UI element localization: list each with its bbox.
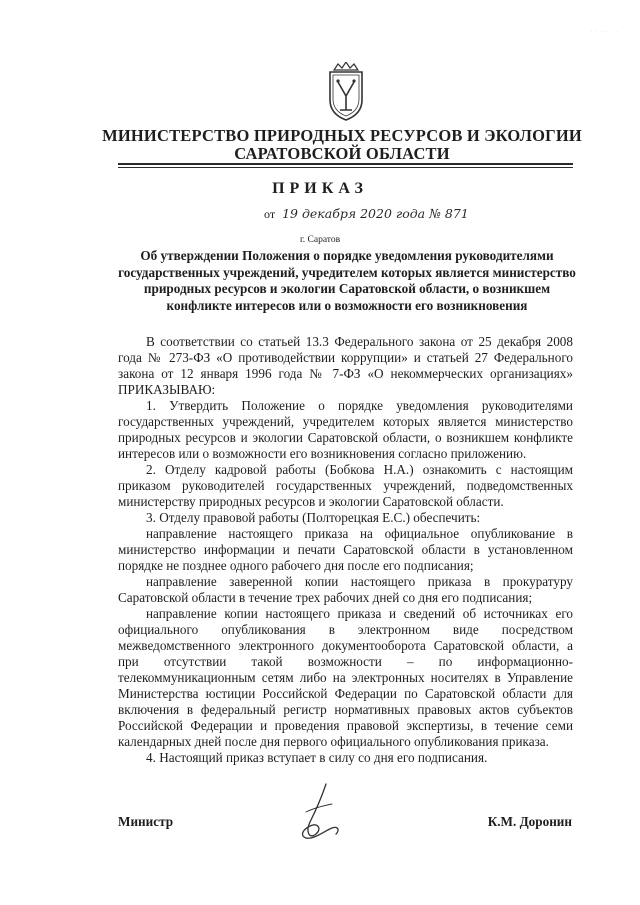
header-rule-thick: [118, 163, 573, 165]
body-paragraph: направление настоящего приказа на официальное опубликование в министерство информации и печати Саратовской области в установленном порядке не позднее одного рабочего дня после его подписания;: [118, 526, 573, 573]
header-rule-thin: [118, 167, 573, 168]
handwritten-signature-icon: [292, 782, 356, 848]
signatory-title: Министр: [118, 814, 174, 829]
handwritten-date: 19 декабря 2020 года № 871: [282, 206, 469, 221]
order-date-line: [264, 206, 469, 222]
order-title: ПРИКАЗ: [272, 180, 368, 197]
order-body: [118, 334, 573, 766]
order-subject: Об утверждении Положения о порядке уведомления руководителями государственных учреждений, учредителем которых является министерство природных ресурсов и экологии Саратовской области, о возникшем конфликте интересов или о возможности его возникновения: [118, 248, 576, 313]
body-paragraph: 3. Отделу правовой работы (Полторецкая Е.С.) обеспечить:: [146, 510, 481, 525]
body-paragraph: направление копии настоящего приказа и сведений об источниках его официального опубликования в электронном виде посредством межведомственного электронного документооборота Саратовской области, а при отсутствии такой возможности – по информационно-телекоммуникационным сетям либо на электронных носителях в Управление Министерства юстиции Российской Федерации по Саратовской области для включения в федеральный регистр нормативных правовых актов субъектов Российской Федерации и проведения правовой экспертизы, в течение семи календарных дней после дня первого официального опубликования приказа.: [118, 606, 573, 749]
coat-of-arms-icon: [326, 62, 366, 122]
scan-mark: · · · · · ·: [590, 30, 618, 35]
body-paragraph: 1. Утвердить Положение о порядке уведомления руководителями государственных учреждений, учредителем которых является министерство природных ресурсов и экологии Саратовской области, о возникшем конфликте интересов или о возможности его возникновения согласно приложению.: [118, 398, 573, 461]
date-prefix: от: [264, 207, 276, 221]
body-paragraph: 4. Настоящий приказ вступает в силу со дня его подписания.: [146, 750, 488, 765]
ministry-name-line2: САРАТОВСКОЙ ОБЛАСТИ: [234, 144, 450, 163]
body-paragraph: 2. Отделу кадровой работы (Бобкова Н.А.) ознакомить с настоящим приказом руководителей государственных учреждений, подведомственных министерству природных ресурсов и экологии Саратовской области.: [118, 462, 573, 509]
signatory-name: К.М. Доронин: [487, 814, 572, 829]
body-paragraph: направление заверенной копии настоящего приказа в прокуратуру Саратовской области в течение трех рабочих дней со дня его подписания;: [118, 574, 573, 605]
body-paragraph: В соответствии со статьей 13.3 Федерального закона от 25 декабря 2008 года № 273-ФЗ «О противодействии коррупции» и статьей 27 Федерального закона от 12 января 1996 года № 7-ФЗ «О некоммерческих организациях» ПРИКАЗЫВАЮ:: [118, 334, 573, 397]
ministry-name-line1: МИНИСТЕРСТВО ПРИРОДНЫХ РЕСУРСОВ И ЭКОЛОГИИ: [102, 126, 582, 145]
order-city: г. Саратов: [299, 235, 341, 245]
